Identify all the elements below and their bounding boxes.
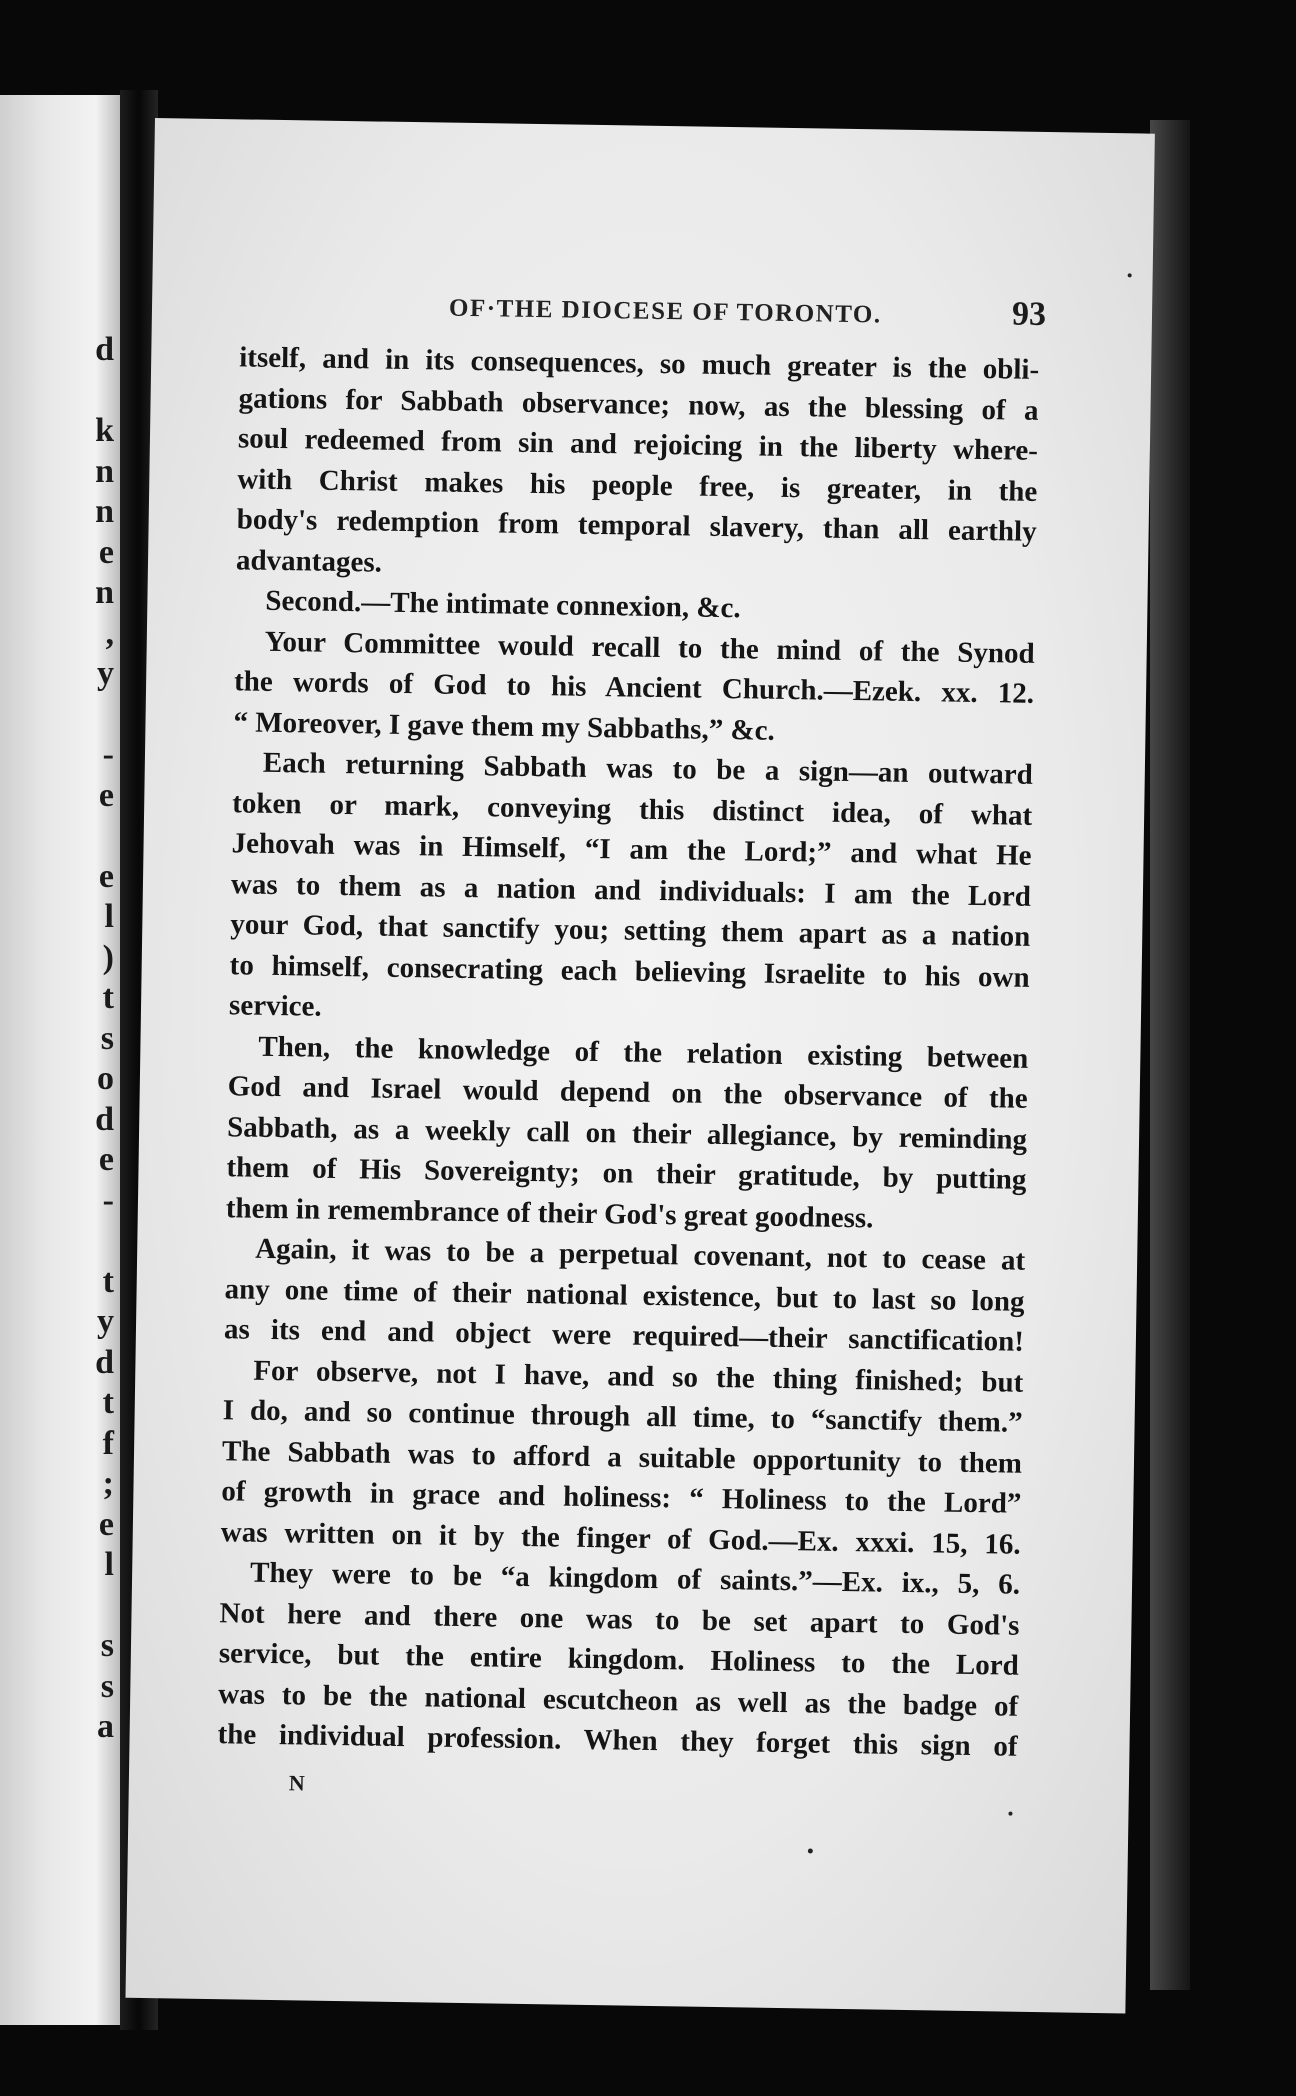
text-line: any one time of their national existence, but to last so long xyxy=(224,1272,1025,1318)
text-line: body's redemption from temporal slavery, than all earthly xyxy=(236,503,1037,548)
text-line: was to be the national escutcheon as well as the badge of xyxy=(218,1677,1019,1723)
text-line: your God, that sanctify you; setting them apart as a nation xyxy=(230,908,1031,953)
page-header xyxy=(152,290,1153,346)
left-margin-char: ; xyxy=(102,1465,114,1502)
left-margin-char xyxy=(94,371,114,412)
text-line: advantages. xyxy=(235,543,383,579)
left-margin-char: t xyxy=(102,979,114,1016)
left-margin-char: - xyxy=(102,736,114,773)
left-margin-char: ) xyxy=(102,938,114,976)
left-margin-char: t xyxy=(102,1262,114,1300)
left-margin-char: s xyxy=(100,1667,114,1705)
left-page-margin-text xyxy=(94,330,114,1748)
left-margin-char: e xyxy=(98,1141,114,1178)
text-line: Your Committee would recall to the mind of the Synod xyxy=(264,625,1035,670)
text-line: They were to be “a kingdom of saints.”—Ex. ix., 5, 6. xyxy=(249,1556,1021,1601)
text-line: Again, it was to be a perpetual covenant, not to cease at xyxy=(255,1232,1026,1277)
text-line: Then, the knowledge of the relation existing between xyxy=(258,1030,1029,1075)
text-line: Each returning Sabbath was to be a sign—an outward xyxy=(262,746,1034,791)
left-margin-char: e xyxy=(98,857,114,895)
left-margin-char: e xyxy=(98,533,114,571)
text-line: of growth in grace and holiness: “ Holiness to the Lord” xyxy=(221,1475,1022,1520)
left-margin-char: e xyxy=(98,1505,114,1543)
left-margin-char: k xyxy=(95,412,114,449)
left-page-edge xyxy=(0,95,120,2025)
text-line: with Christ makes his people free, is greater, in the xyxy=(237,462,1038,508)
left-margin-char: n xyxy=(95,493,114,530)
left-margin-char: o xyxy=(97,1060,114,1097)
ink-speck xyxy=(1128,273,1132,277)
left-margin-char: l xyxy=(104,898,114,935)
text-line: I do, and so continue through all time, to “sanctify them.” xyxy=(222,1394,1023,1439)
page-number: 93 xyxy=(1011,295,1047,334)
text-line: them of His Sovereignty; on their gratitude, by putting xyxy=(226,1151,1027,1196)
left-margin-char: t xyxy=(102,1384,114,1421)
left-margin-char xyxy=(94,1221,114,1262)
text-line: gations for Sabbath observance; now, as the blessing of a xyxy=(238,381,1039,427)
left-margin-char xyxy=(94,816,114,857)
text-line: to himself, consecrating each believing Israelite to his own xyxy=(229,948,1030,994)
text-line: Second.—The intimate connexion, &c. xyxy=(265,584,741,625)
text-line: soul redeemed from sin and rejoicing in the liberty where- xyxy=(237,422,1039,467)
signature-mark: N xyxy=(288,1770,305,1796)
text-line: Not here and there one was to be set apart to God's xyxy=(219,1596,1020,1642)
left-margin-char xyxy=(94,695,114,736)
left-margin-char: s xyxy=(100,1627,114,1664)
text-line: as its end and object were required—their sanctification! xyxy=(223,1313,1025,1358)
left-margin-char: , xyxy=(105,614,114,652)
left-margin-char: a xyxy=(97,1708,114,1745)
left-margin-char: f xyxy=(102,1424,114,1462)
ink-speck xyxy=(808,1848,813,1853)
text-line: the words of God to his Ancient Church.—Ezek. xx. 12. xyxy=(233,665,1035,710)
left-margin-char: d xyxy=(95,331,114,368)
text-line: Sabbath, as a weekly call on their allegiance, by reminding xyxy=(226,1110,1028,1156)
page-body-text xyxy=(217,337,1039,1767)
ink-speck xyxy=(1008,1812,1012,1816)
text-line: the individual profession. When they forget this sign of xyxy=(217,1718,1018,1763)
left-margin-char: y xyxy=(97,1303,114,1340)
left-margin-char: d xyxy=(95,1343,114,1381)
text-line: “ Moreover, I gave them my Sabbaths,” &c. xyxy=(233,705,776,747)
text-line: itself, and in its consequences, so much greater is the obli- xyxy=(238,341,1040,386)
left-margin-char xyxy=(94,1586,114,1627)
left-margin-char: e xyxy=(98,776,114,814)
left-margin-char: d xyxy=(95,1100,114,1138)
text-line: Jehovah was in Himself, “I am the Lord;” and what He xyxy=(231,827,1032,872)
left-margin-char: n xyxy=(95,452,114,490)
left-margin-char: s xyxy=(100,1019,114,1057)
left-margin-char: l xyxy=(104,1546,114,1583)
running-head: OF·THE DIOCESE OF TORONTO. xyxy=(448,294,882,329)
left-margin-char: y xyxy=(97,655,114,692)
right-page-edge xyxy=(1150,120,1190,1990)
text-line: God and Israel would depend on the observance of the xyxy=(227,1070,1028,1115)
book-page xyxy=(125,118,1154,2013)
text-line: was written on it by the finger of God.—Ex. xxxi. 15, 16. xyxy=(220,1515,1021,1561)
text-line: service, but the entire kingdom. Holiness to the Lord xyxy=(218,1637,1020,1682)
text-line: service. xyxy=(228,989,322,1023)
text-line: For observe, not I have, and so the thing finished; but xyxy=(253,1354,1024,1399)
left-margin-char: n xyxy=(95,574,114,611)
text-line: token or mark, conveying this distinct idea, of what xyxy=(232,786,1033,832)
text-line: The Sabbath was to afford a suitable opportunity to them xyxy=(221,1434,1023,1480)
text-line: them in remembrance of their God's great goodness. xyxy=(225,1191,874,1234)
text-line: was to them as a nation and individuals: I am the Lord xyxy=(230,867,1032,913)
left-margin-char: - xyxy=(102,1181,114,1219)
